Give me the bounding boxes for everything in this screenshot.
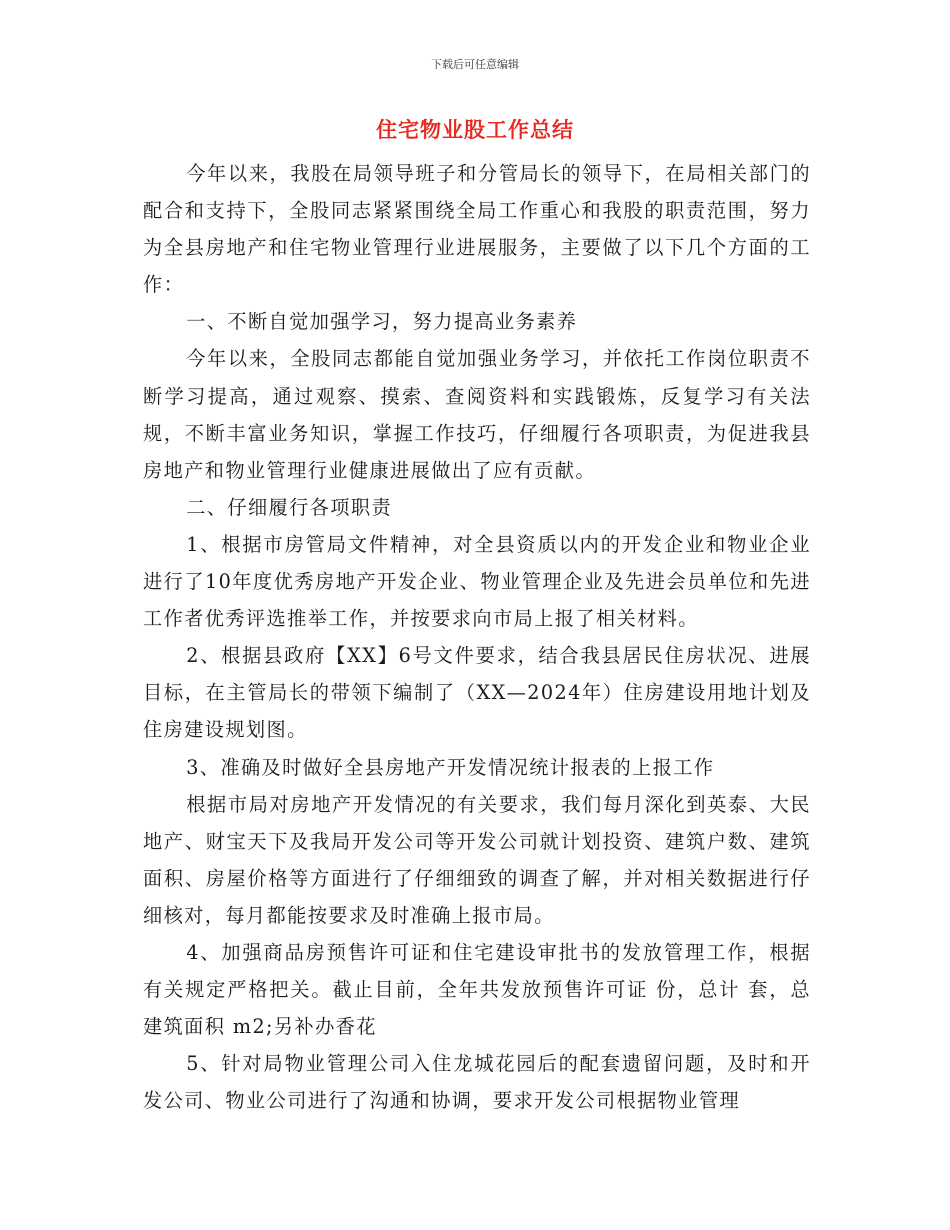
document-title: 住宅物业股工作总结 bbox=[376, 118, 574, 142]
document-body bbox=[143, 155, 811, 1119]
paragraph-item-1: 1、根据市房管局文件精神，对全县资质以内的开发企业和物业企业进行了10年度优秀房地产开发企业、物业管理企业及先进会员单位和先进工作者优秀评选推举工作，并按要求向市局上报了相关材料。 bbox=[143, 532, 811, 631]
header-note: 下载后可任意编辑 bbox=[431, 58, 519, 71]
paragraph-intro: 今年以来，我股在局领导班子和分管局长的领导下，在局相关部门的配合和支持下，全股同志紧紧围绕全局工作重心和我股的职责范围，努力为全县房地产和住宅物业管理行业进展服务，主要做了以下几个方面的工作： bbox=[143, 162, 811, 297]
paragraph-item-4: 4、加强商品房预售许可证和住宅建设审批书的发放管理工作，根据有关规定严格把关。截止目前，全年共发放预售许可证 份，总计 套，总建筑面积 m2;另补办香花 bbox=[143, 940, 811, 1039]
paragraph-item-3-heading: 3、准确及时做好全县房地产开发情况统计报表的上报工作 bbox=[186, 755, 715, 779]
section-heading-1: 一、不断自觉加强学习，努力提高业务素养 bbox=[186, 310, 578, 334]
section-heading-2: 二、仔细履行各项职责 bbox=[186, 495, 393, 519]
paragraph-item-2: 2、根据县政府【XX】6号文件要求，结合我县居民住房状况、进展目标，在主管局长的带领下编制了（XX—2024年）住房建设用地计划及住房建设规划图。 bbox=[143, 644, 811, 742]
paragraph-item-3: 根据市局对房地产开发情况的有关要求，我们每月深化到英泰、大民地产、财宝天下及我局开发公司等开发公司就计划投资、建筑户数、建筑面积、房屋价格等方面进行了仔细细致的调查了解，并对相关数据进行仔细核对，每月都能按要求及时准确上报市局。 bbox=[143, 792, 811, 927]
paragraph-item-5: 5、针对局物业管理公司入住龙城花园后的配套遗留问题，及时和开发公司、物业公司进行了沟通和协调，要求开发公司根据物业管理 bbox=[143, 1052, 811, 1113]
paragraph-section-1: 今年以来，全股同志都能自觉加强业务学习，并依托工作岗位职责不断学习提高，通过观察、摸索、查阅资料和实践锻炼，反复学习有关法规，不断丰富业务知识，掌握工作技巧，仔细履行各项职责，为促进我县房地产和物业管理行业健康进展做出了应有贡献。 bbox=[143, 347, 811, 482]
